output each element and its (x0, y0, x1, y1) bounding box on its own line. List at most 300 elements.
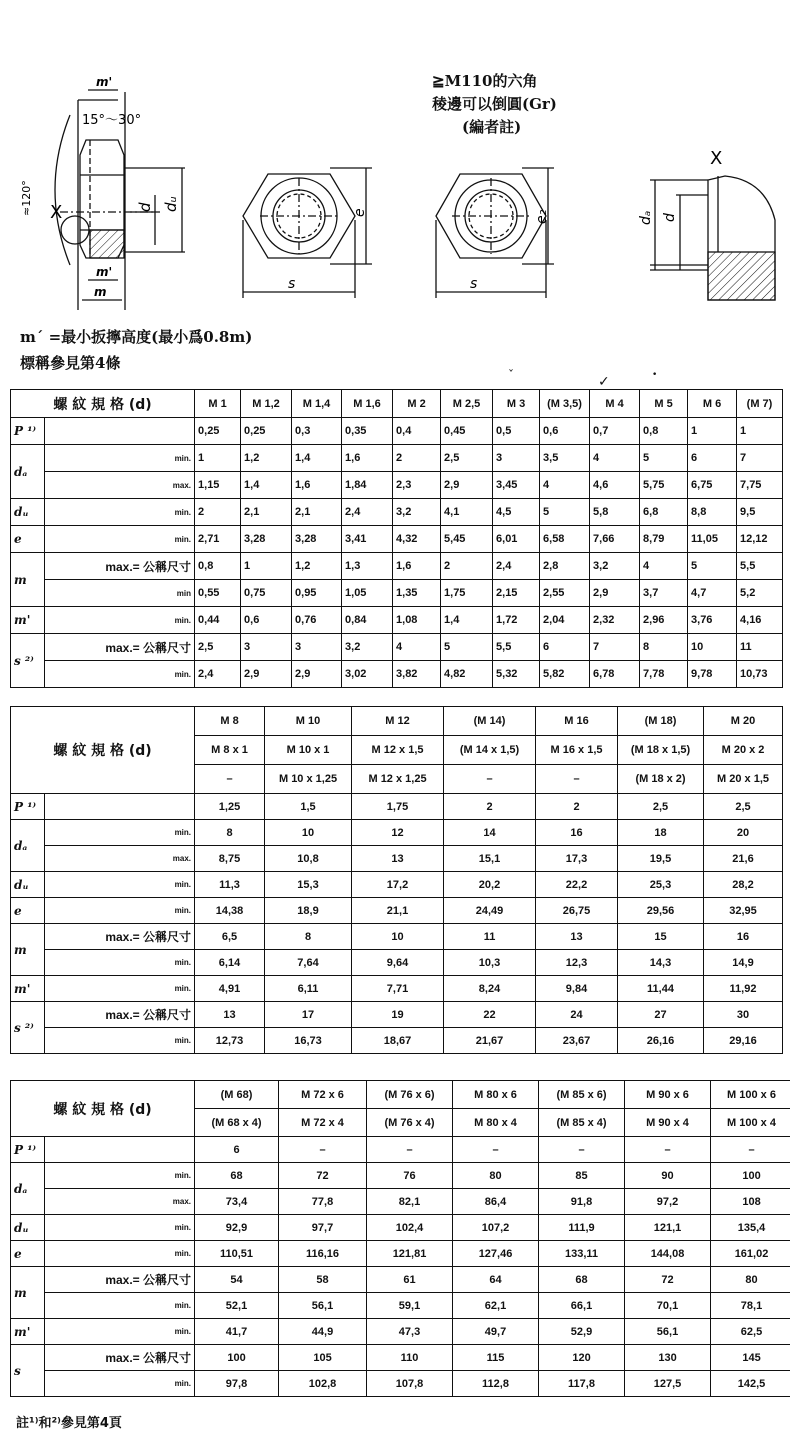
table-cell: 5 (688, 553, 737, 580)
column-header: M 16 x 1,5 (536, 736, 618, 765)
table-cell: 26,75 (536, 898, 618, 924)
table-row (11, 1137, 790, 1163)
column-header: (M 68 x 4) (195, 1109, 279, 1137)
table-cell: 121,1 (625, 1215, 711, 1241)
table-cell: 1,3 (342, 553, 393, 580)
row-qualifier: max.= 公稱尺寸 (45, 1002, 195, 1028)
table-cell: 127,46 (453, 1241, 539, 1267)
nut-drawing (0, 0, 790, 380)
column-header: M 10 (265, 707, 352, 736)
table-cell: 0,3 (292, 418, 342, 445)
column-header: M 72 x 6 (279, 1081, 367, 1109)
table-cell: 112,8 (453, 1371, 539, 1397)
table-cell: 120 (539, 1345, 625, 1371)
label-angle: 15°～30° (82, 113, 142, 128)
table-cell: 142,5 (711, 1371, 790, 1397)
row-symbol: e (11, 898, 45, 924)
row-qualifier: min. (45, 526, 195, 553)
table-cell: 15,3 (265, 872, 352, 898)
table-cell: 2,55 (540, 580, 590, 607)
table-cell: 2,9 (241, 661, 292, 688)
column-header: (M 3,5) (540, 390, 590, 418)
table-row (11, 607, 783, 634)
column-header: M 2,5 (441, 390, 493, 418)
table-cell: 2 (441, 553, 493, 580)
table-cell: 3,7 (640, 580, 688, 607)
header-row (11, 707, 783, 736)
table-row (11, 1345, 790, 1371)
table-cell: 102,8 (279, 1371, 367, 1397)
front-view-1 (243, 168, 372, 298)
header-row (11, 1081, 790, 1109)
table-row (11, 1028, 783, 1054)
table-cell: 4,1 (441, 499, 493, 526)
table-cell: 5,82 (540, 661, 590, 688)
column-header: M 20 (704, 707, 783, 736)
table-cell: 18,67 (352, 1028, 444, 1054)
table-cell: 3,82 (393, 661, 441, 688)
table-cell: 21,67 (444, 1028, 536, 1054)
table-cell: 0,76 (292, 607, 342, 634)
table-cell: 133,11 (539, 1241, 625, 1267)
table-cell: 12 (352, 820, 444, 846)
table-cell: 12,3 (536, 950, 618, 976)
table-cell: 10 (265, 820, 352, 846)
table-cell: 3,2 (393, 499, 441, 526)
column-header: M 72 x 4 (279, 1109, 367, 1137)
table-cell: 4 (590, 445, 640, 472)
column-header: M 8 (195, 707, 265, 736)
table-cell: 3,2 (342, 634, 393, 661)
table-cell: 16,73 (265, 1028, 352, 1054)
table-cell: 97,7 (279, 1215, 367, 1241)
table-cell: 21,1 (352, 898, 444, 924)
table-cell: 2,96 (640, 607, 688, 634)
table-cell: 80 (453, 1163, 539, 1189)
table-cell: 86,4 (453, 1189, 539, 1215)
table-cell: 59,1 (367, 1293, 453, 1319)
table-cell: 0,4 (393, 418, 441, 445)
table-cell: 10,3 (444, 950, 536, 976)
table-cell: 11,3 (195, 872, 265, 898)
row-qualifier: min. (45, 445, 195, 472)
row-symbol: dₐ (11, 820, 45, 872)
table-row (11, 924, 783, 950)
table-row (11, 1002, 783, 1028)
table-cell: 2,4 (342, 499, 393, 526)
table-cell: – (539, 1137, 625, 1163)
table-cell: 5,5 (737, 553, 783, 580)
table-cell: 5,8 (590, 499, 640, 526)
table-cell: 0,55 (195, 580, 241, 607)
table-cell: 3,02 (342, 661, 393, 688)
table-cell: 77,8 (279, 1189, 367, 1215)
table-cell: 3,28 (241, 526, 292, 553)
table-cell: 24,49 (444, 898, 536, 924)
table-cell: 7 (590, 634, 640, 661)
table-cell: 4,6 (590, 472, 640, 499)
label-m-prime-bottom: m' (96, 265, 113, 279)
table-row (11, 846, 783, 872)
table-cell: 2,4 (493, 553, 540, 580)
table-cell: 26,16 (618, 1028, 704, 1054)
table-cell: 90 (625, 1163, 711, 1189)
row-symbol: s ²⁾ (11, 634, 45, 688)
table-cell: 2,4 (195, 661, 241, 688)
table-cell: 17,3 (536, 846, 618, 872)
table-cell: 116,16 (279, 1241, 367, 1267)
table-cell: 68 (195, 1163, 279, 1189)
column-header: M 20 x 1,5 (704, 765, 783, 794)
row-qualifier: min. (45, 820, 195, 846)
table-cell: 2,1 (292, 499, 342, 526)
column-header: M 6 (688, 390, 737, 418)
table-cell: 1,5 (265, 794, 352, 820)
table-cell: 24 (536, 1002, 618, 1028)
column-header: (M 14 x 1,5) (444, 736, 536, 765)
row-symbol: m' (11, 976, 45, 1002)
table-cell: 32,95 (704, 898, 783, 924)
row-symbol: m (11, 553, 45, 607)
table-cell: 135,4 (711, 1215, 790, 1241)
row-symbol: e (11, 1241, 45, 1267)
table-cell: 64 (453, 1267, 539, 1293)
table-cell: 8,24 (444, 976, 536, 1002)
table-cell: 121,81 (367, 1241, 453, 1267)
top-note-line-2: 稜邊可以倒圓(Gr) (432, 95, 557, 113)
table-cell: 8,75 (195, 846, 265, 872)
table-row (11, 634, 783, 661)
table-cell: 0,95 (292, 580, 342, 607)
column-header: (M 76 x 6) (367, 1081, 453, 1109)
table-cell: 144,08 (625, 1241, 711, 1267)
row-qualifier: max. (45, 1189, 195, 1215)
table-cell: 7,75 (737, 472, 783, 499)
row-qualifier: min. (45, 607, 195, 634)
row-symbol: P ¹⁾ (11, 1137, 45, 1163)
table-cell: 20,2 (444, 872, 536, 898)
table-cell: 5,5 (493, 634, 540, 661)
table-cell: 7,64 (265, 950, 352, 976)
table-cell: 91,8 (539, 1189, 625, 1215)
table-cell: 4,91 (195, 976, 265, 1002)
table-row (11, 499, 783, 526)
table-cell: 2,3 (393, 472, 441, 499)
table-cell: 82,1 (367, 1189, 453, 1215)
label-e: e (352, 208, 368, 217)
column-header: M 4 (590, 390, 640, 418)
table-cell: 102,4 (367, 1215, 453, 1241)
row-symbol: s (11, 1345, 45, 1397)
table-cell: 3,41 (342, 526, 393, 553)
table-cell: 8 (640, 634, 688, 661)
table-cell: 2,5 (704, 794, 783, 820)
table-cell: 1,15 (195, 472, 241, 499)
row-qualifier: min. (45, 1028, 195, 1054)
table-cell: 0,35 (342, 418, 393, 445)
table-cell: 1,2 (292, 553, 342, 580)
table-cell: 28,2 (704, 872, 783, 898)
table-cell: 1,6 (342, 445, 393, 472)
spec-table-3 (10, 1080, 790, 1397)
table-cell: 100 (711, 1163, 790, 1189)
table-cell: 0,6 (540, 418, 590, 445)
table-cell: 100 (195, 1345, 279, 1371)
table-cell: 7,71 (352, 976, 444, 1002)
row-qualifier: max. (45, 472, 195, 499)
table-row (11, 950, 783, 976)
table-cell: 44,9 (279, 1319, 367, 1345)
table-cell: 18,9 (265, 898, 352, 924)
row-symbol: e (11, 526, 45, 553)
row-symbol: dₐ (11, 1163, 45, 1215)
table-cell: 97,8 (195, 1371, 279, 1397)
table-cell: 2,1 (241, 499, 292, 526)
table-cell: 1,4 (241, 472, 292, 499)
table-cell: 72 (279, 1163, 367, 1189)
table-cell: 3 (241, 634, 292, 661)
row-qualifier: min. (45, 1293, 195, 1319)
table-cell: 29,56 (618, 898, 704, 924)
table-cell: 108 (711, 1189, 790, 1215)
table-cell: 10,73 (737, 661, 783, 688)
row-symbol: s ²⁾ (11, 1002, 45, 1054)
table-cell: 0,5 (493, 418, 540, 445)
table-cell: 0,7 (590, 418, 640, 445)
table-cell: 12,12 (737, 526, 783, 553)
table-cell: 0,75 (241, 580, 292, 607)
row-qualifier: max. (45, 846, 195, 872)
table-cell: 61 (367, 1267, 453, 1293)
table-cell: 80 (711, 1267, 790, 1293)
column-header: M 8 x 1 (195, 736, 265, 765)
table-cell: 25,3 (618, 872, 704, 898)
table-cell: 58 (279, 1267, 367, 1293)
table-cell: 0,25 (195, 418, 241, 445)
table-cell: 2,5 (195, 634, 241, 661)
table-cell: 0,8 (195, 553, 241, 580)
column-header: (M 68) (195, 1081, 279, 1109)
table-row (11, 794, 783, 820)
table-cell: 4,32 (393, 526, 441, 553)
table-cell: 52,1 (195, 1293, 279, 1319)
row-symbol: dᵤ (11, 1215, 45, 1241)
table-cell: 7,78 (640, 661, 688, 688)
table-cell: 14,38 (195, 898, 265, 924)
table-cell: 1,35 (393, 580, 441, 607)
table-cell: 161,02 (711, 1241, 790, 1267)
table-cell: 16 (704, 924, 783, 950)
table-cell: 1,4 (441, 607, 493, 634)
column-header: – (195, 765, 265, 794)
table-cell: 70,1 (625, 1293, 711, 1319)
table-cell: 7 (737, 445, 783, 472)
table-cell: 11,44 (618, 976, 704, 1002)
table-cell: 1,08 (393, 607, 441, 634)
column-header: (M 18) (618, 707, 704, 736)
thread-spec-header: 螺 紋 規 格 (d) (11, 390, 195, 418)
label-d: d (136, 202, 154, 212)
table-cell: 49,7 (453, 1319, 539, 1345)
table-cell: 22 (444, 1002, 536, 1028)
column-header: (M 7) (737, 390, 783, 418)
table-cell: 8 (195, 820, 265, 846)
table-cell: 1,6 (393, 553, 441, 580)
table-cell: 9,78 (688, 661, 737, 688)
thread-spec-header: 螺 紋 規 格 (d) (11, 707, 195, 794)
table-cell: 10 (352, 924, 444, 950)
table-cell: 2,5 (618, 794, 704, 820)
label-m-prime-top: m' (96, 75, 113, 89)
row-symbol: m (11, 924, 45, 976)
table-cell: 92,9 (195, 1215, 279, 1241)
table-cell: 6,14 (195, 950, 265, 976)
table-cell: 6,75 (688, 472, 737, 499)
table-cell: 1 (737, 418, 783, 445)
table-cell: 1,75 (441, 580, 493, 607)
table-cell: 6,01 (493, 526, 540, 553)
table-cell: 66,1 (539, 1293, 625, 1319)
row-qualifier: min (45, 580, 195, 607)
table-cell: 20 (704, 820, 783, 846)
table-cell: 6,5 (195, 924, 265, 950)
label-da: dₐ (638, 210, 654, 225)
label-d-detail: d (662, 213, 678, 222)
table-cell: 2,04 (540, 607, 590, 634)
column-header: (M 18 x 2) (618, 765, 704, 794)
table-cell: 0,25 (241, 418, 292, 445)
table-cell: 117,8 (539, 1371, 625, 1397)
row-symbol: P ¹⁾ (11, 418, 45, 445)
table-cell: – (279, 1137, 367, 1163)
column-header: (M 85 x 4) (539, 1109, 625, 1137)
column-header: M 3 (493, 390, 540, 418)
table-cell: 1 (688, 418, 737, 445)
table-row (11, 553, 783, 580)
row-qualifier: max.= 公稱尺寸 (45, 1345, 195, 1371)
column-header: M 90 x 4 (625, 1109, 711, 1137)
column-header: M 90 x 6 (625, 1081, 711, 1109)
table-cell: 54 (195, 1267, 279, 1293)
table-cell: 14,9 (704, 950, 783, 976)
row-qualifier: max.= 公稱尺寸 (45, 924, 195, 950)
table-cell: 1,4 (292, 445, 342, 472)
column-header: M 1,4 (292, 390, 342, 418)
table-cell: 6 (540, 634, 590, 661)
table-cell: 56,1 (625, 1319, 711, 1345)
table-cell: 7,66 (590, 526, 640, 553)
column-header: M 100 x 6 (711, 1081, 790, 1109)
note-standard: 標稱參見第4條 (20, 354, 121, 372)
table-cell: 107,2 (453, 1215, 539, 1241)
table-cell: – (367, 1137, 453, 1163)
column-header: M 10 x 1,25 (265, 765, 352, 794)
table-cell: 1,05 (342, 580, 393, 607)
top-note-line-1: ≧M110的六角 (432, 72, 538, 90)
table-cell: 5 (640, 445, 688, 472)
table-cell: 41,7 (195, 1319, 279, 1345)
table-cell: 145 (711, 1345, 790, 1371)
detail-view (650, 176, 775, 300)
table-row (11, 898, 783, 924)
column-header: M 12 (352, 707, 444, 736)
table-row (11, 445, 783, 472)
table-cell: 0,6 (241, 607, 292, 634)
row-qualifier (45, 418, 195, 445)
row-symbol: m' (11, 1319, 45, 1345)
table-cell: 3 (493, 445, 540, 472)
table-cell: 19,5 (618, 846, 704, 872)
row-qualifier: min. (45, 1241, 195, 1267)
table-cell: 4 (393, 634, 441, 661)
table-cell: 130 (625, 1345, 711, 1371)
table-cell: 1,72 (493, 607, 540, 634)
table-cell: 18 (618, 820, 704, 846)
table-cell: 27 (618, 1002, 704, 1028)
table-cell: 4,16 (737, 607, 783, 634)
table-row (11, 418, 783, 445)
table-cell: – (453, 1137, 539, 1163)
table-cell: 62,1 (453, 1293, 539, 1319)
mark-3: • (652, 370, 658, 380)
table-cell: 5,75 (640, 472, 688, 499)
mark-1: ˇ (508, 368, 514, 382)
label-e2: e₂ (534, 209, 550, 224)
table-cell: 1,6 (292, 472, 342, 499)
row-qualifier: min. (45, 1319, 195, 1345)
table-cell: 0,45 (441, 418, 493, 445)
column-header: M 10 x 1 (265, 736, 352, 765)
table-cell: 2,71 (195, 526, 241, 553)
table-cell: – (711, 1137, 790, 1163)
table-cell: 19 (352, 1002, 444, 1028)
footnote: 註¹⁾和²⁾參見第4頁 (16, 1416, 122, 1431)
table-cell: 13 (195, 1002, 265, 1028)
header-row (11, 390, 783, 418)
table-cell: 2,9 (441, 472, 493, 499)
table-cell: 1,2 (241, 445, 292, 472)
table-cell: 9,64 (352, 950, 444, 976)
table-cell: 2 (536, 794, 618, 820)
column-header: M 12 x 1,25 (352, 765, 444, 794)
table-cell: 9,84 (536, 976, 618, 1002)
table-cell: 5 (441, 634, 493, 661)
row-qualifier: min. (45, 1371, 195, 1397)
table-cell: 5,45 (441, 526, 493, 553)
table-cell: 1 (195, 445, 241, 472)
table-cell: 1,84 (342, 472, 393, 499)
column-header: M 1,6 (342, 390, 393, 418)
table-cell: 2,15 (493, 580, 540, 607)
spec-table-2 (10, 706, 783, 1054)
column-header: M 12 x 1,5 (352, 736, 444, 765)
table-cell: 10 (688, 634, 737, 661)
table-cell: 110 (367, 1345, 453, 1371)
row-qualifier: min. (45, 976, 195, 1002)
thread-spec-header: 螺 紋 規 格 (d) (11, 1081, 195, 1137)
table-cell: 0,44 (195, 607, 241, 634)
table-cell: 2,32 (590, 607, 640, 634)
table-cell: 30 (704, 1002, 783, 1028)
table-cell: 56,1 (279, 1293, 367, 1319)
table-cell: 3,28 (292, 526, 342, 553)
table-cell: 1 (241, 553, 292, 580)
table-row (11, 872, 783, 898)
column-header: (M 18 x 1,5) (618, 736, 704, 765)
row-qualifier (45, 794, 195, 820)
row-qualifier: min. (45, 1215, 195, 1241)
row-qualifier: min. (45, 1163, 195, 1189)
